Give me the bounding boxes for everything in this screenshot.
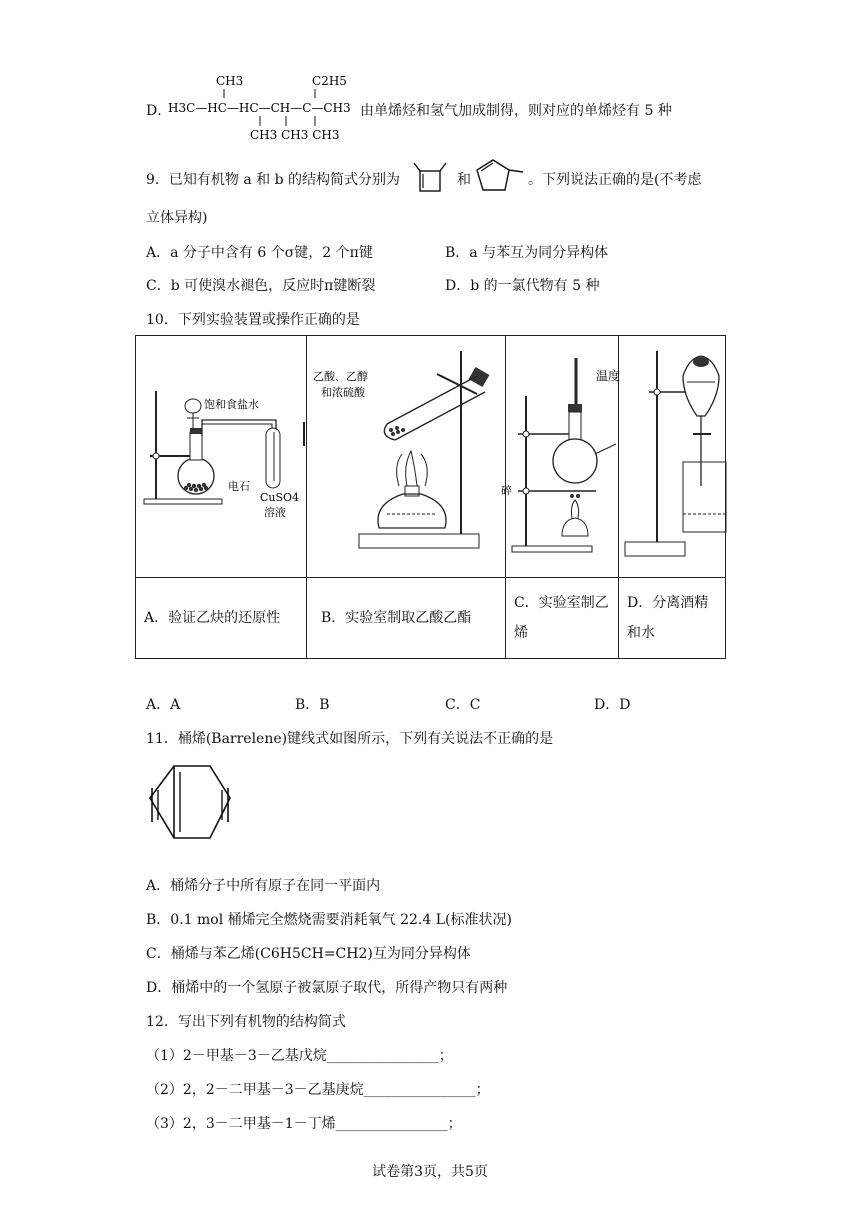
apparatus-c-diagram: [501, 336, 621, 573]
q8-option-d-label: D．: [146, 103, 172, 119]
q10-apparatus-table: [135, 335, 726, 659]
q8-main-chain: H3C—HC—HC—CH—C—CH3: [168, 101, 351, 115]
caption-c: C．实验室制乙 烯: [506, 578, 619, 659]
q11-option-b: B．0.1 mol 桶烯完全燃烧需要消耗氧气 22.4 L(标准状况): [146, 912, 512, 928]
q8-structure-formula: [168, 70, 368, 145]
q8-ch3-bottom: CH3 CH3 CH3: [250, 128, 340, 142]
label-broken-pieces: 碎: [501, 484, 512, 497]
q11-stem: 11．桶烯(Barrelene)键线式如图所示，下列有关说法不正确的是: [146, 731, 554, 747]
q8-option-d-text: 由单烯烃和氢气加成制得，则对应的单烯烃有 5 种: [360, 103, 672, 119]
q9-and-word: 和: [457, 172, 471, 188]
label-cuso4: CuSO4: [260, 491, 300, 504]
q10-answer-b: B．B: [295, 697, 330, 713]
q10-answer-d: D．D: [594, 697, 631, 713]
apparatus-d-diagram: [619, 336, 726, 573]
molecule-b-icon: [471, 152, 527, 202]
label-reagents-line1: 乙酸、乙醇: [313, 370, 368, 383]
apparatus-a-diagram: [136, 336, 307, 573]
label-reagents-line2: 和浓硫酸: [321, 386, 365, 399]
q11-option-c: C．桶烯与苯乙烯(C6H5CH=CH2)互为同分异构体: [146, 946, 471, 962]
q10-answer-a: A．A: [146, 697, 181, 713]
q9-option-a: A．a 分子中含有 6 个σ键，2 个π键: [146, 245, 373, 261]
label-solution: 溶液: [264, 506, 286, 519]
q9-option-b: B．a 与苯互为同分异构体: [445, 245, 609, 261]
q12-item-1: （1）2－甲基－3－乙基戊烷________________；: [146, 1048, 453, 1064]
q8-c2h5-top: C2H5: [312, 74, 347, 88]
caption-a: A．验证乙炔的还原性: [136, 578, 307, 659]
label-temperature: 温度: [596, 369, 621, 383]
apparatus-b-cell: [307, 336, 506, 578]
page-footer: 试卷第3页，共5页: [372, 1164, 488, 1180]
q12-stem: 12．写出下列有机物的结构简式: [146, 1014, 346, 1030]
q8-ch3-top: CH3: [216, 74, 244, 88]
q9-stem-part1: 9．已知有机物 a 和 b 的结构简式分别为: [146, 172, 401, 188]
q9-option-d: D．b 的一氯代物有 5 种: [445, 278, 600, 294]
q9-stem-part2: 。下列说法正确的是(不考虑: [528, 172, 702, 188]
q11-option-d: D．桶烯中的一个氢原子被氯原子取代，所得产物只有两种: [146, 980, 508, 996]
q12-item-2: （2）2，2－二甲基－3－乙基庚烷________________；: [146, 1082, 490, 1098]
caption-d: D．分离酒精 和水: [619, 578, 726, 659]
q11-option-a: A．桶烯分子中所有原子在同一平面内: [146, 878, 381, 894]
molecule-a-icon: [410, 157, 452, 199]
apparatus-c-cell: [501, 336, 621, 578]
q9-option-c: C．b 可使溴水褪色，反应时π键断裂: [146, 278, 376, 294]
apparatus-a-cell: [136, 336, 307, 578]
barrelene-structure-icon: [144, 760, 236, 850]
apparatus-d-cell: [619, 336, 726, 578]
label-calcium-carbide: 电石: [228, 480, 250, 493]
q9-stem-line2: 立体异构): [146, 210, 208, 226]
q10-stem: 10．下列实验装置或操作正确的是: [146, 312, 360, 328]
caption-b: B．实验室制取乙酸乙酯: [307, 578, 506, 659]
q12-item-3: （3）2，3－二甲基－1－丁烯________________；: [146, 1116, 462, 1132]
label-saturated-brine: 饱和食盐水: [204, 398, 259, 411]
apparatus-b-diagram: [307, 336, 506, 573]
q10-answer-c: C．C: [445, 697, 481, 713]
